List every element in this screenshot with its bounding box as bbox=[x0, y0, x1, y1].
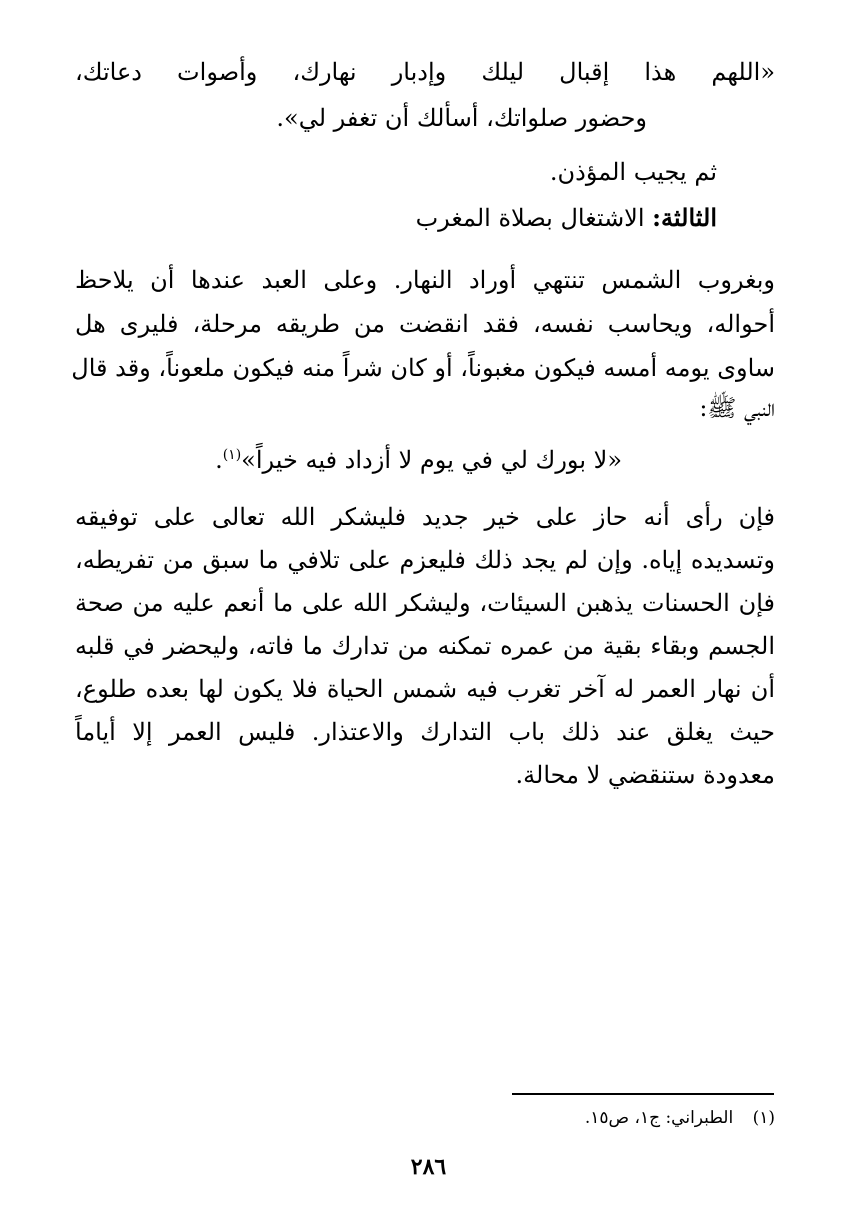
respond-line: ثم يجيب المؤذن. bbox=[549, 158, 717, 186]
para2-line-2: وتسديده إياه. وإن لم يجد ذلك فليعزم على تلافي ما سبق من تفريطه، bbox=[75, 546, 775, 574]
para2-line-6: حيث يغلق عند ذلك باب التدارك والاعتذار. فليس العمر إلا أياماً bbox=[75, 718, 775, 746]
quote-line-1: «اللهم هذا إقبال ليلك وإدبار نهارك، وأصوات دعاتك، bbox=[75, 58, 775, 86]
footnote-separator bbox=[512, 1093, 774, 1095]
para1-line-4: النبي ﷺ: bbox=[699, 394, 775, 422]
hadith-line bbox=[215, 440, 622, 480]
third-label: الثالثة: bbox=[652, 203, 717, 232]
para1-line-1: وبغروب الشمس تنتهي أوراد النهار. وعلى العبد عندها أن يلاحظ bbox=[75, 266, 776, 294]
third-heading bbox=[416, 198, 717, 238]
para2-line-1: فإن رأى أنه حاز على خير جديد فليشكر الله تعالى على توفيقه bbox=[75, 503, 775, 531]
para2-line-4: الجسم وبقاء بقية من عمره تمكنه من تدارك ما فاته، وليحضر في قلبه bbox=[75, 632, 775, 660]
para2-line-7: معدودة ستنقضي لا محالة. bbox=[515, 761, 775, 789]
para2-line-5: أن نهار العمر له آخر تغرب فيه شمس الحياة فلا يكون لها بعده طلوع، bbox=[75, 675, 776, 703]
footnote-text: الطبراني: ج١، ص١٥. bbox=[584, 1108, 734, 1128]
hadith-end: . bbox=[215, 446, 223, 474]
para1-line-2: أحواله، ويحاسب نفسه، فقد انقضت من طريقه مرحلة، فليرى هل bbox=[75, 310, 775, 338]
footnote-marker: (١) bbox=[222, 447, 242, 463]
third-text: الاشتغال بصلاة المغرب bbox=[415, 204, 645, 232]
page-number: ٢٨٦ bbox=[410, 1154, 447, 1180]
para2-line-3: فإن الحسنات يذهبن السيئات، وليشكر الله على ما أنعم عليه من صحة bbox=[75, 589, 776, 617]
footnote-number: (١) bbox=[752, 1108, 775, 1128]
quote-line-2: وحضور صلواتك، أسألك أن تغفر لي». bbox=[276, 104, 647, 132]
para1-line-3: ساوى يومه أمسه فيكون مغبوناً، أو كان شراً منه فيكون ملعوناً، وقد قال bbox=[71, 354, 775, 382]
hadith-text: «لا بورك لي في يوم لا أزداد فيه خيراً» bbox=[241, 446, 622, 474]
footnote bbox=[585, 1104, 775, 1132]
